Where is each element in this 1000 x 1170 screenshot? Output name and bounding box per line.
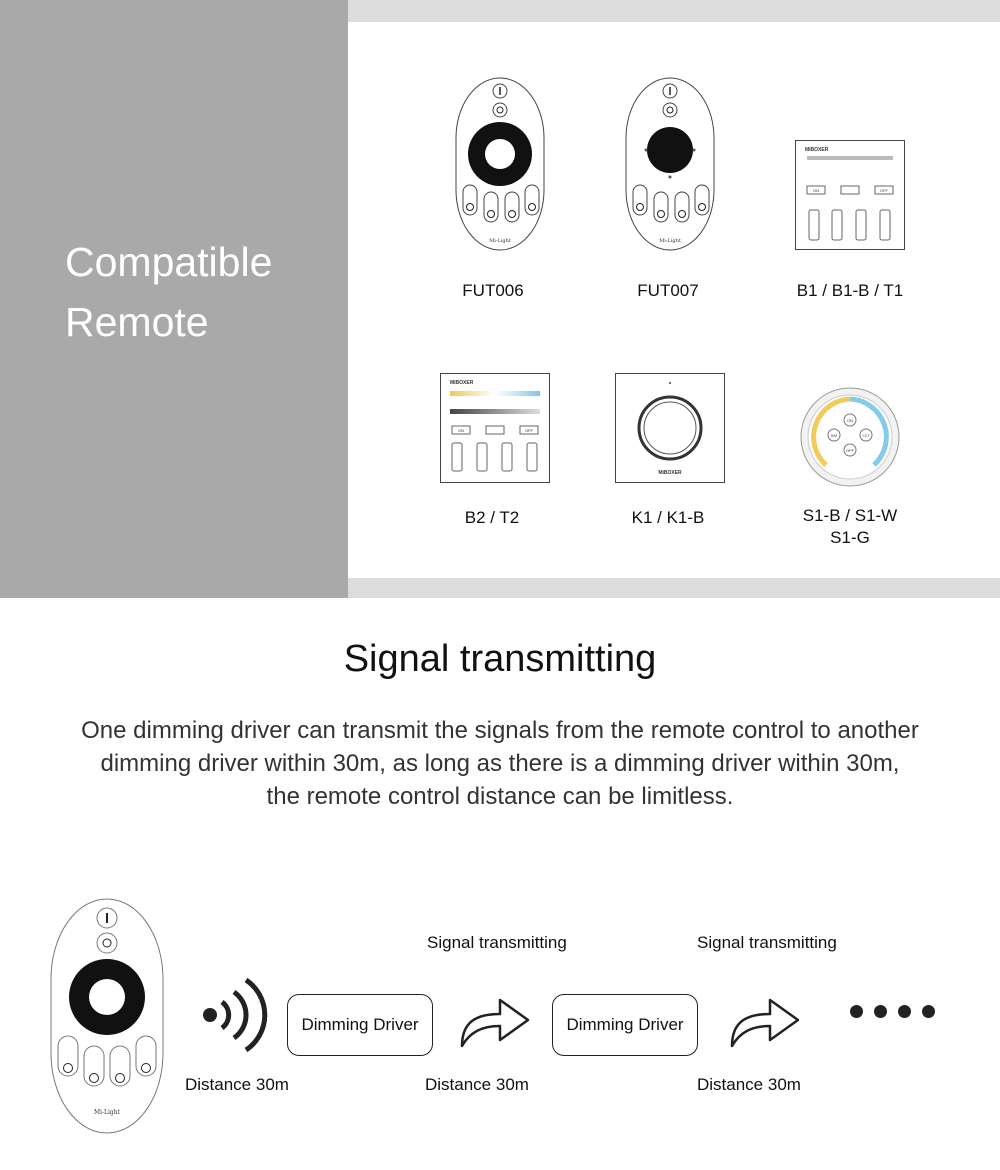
dimming-driver-box-1: Dimming Driver [287, 994, 433, 1056]
svg-text:MiBOXER: MiBOXER [658, 470, 682, 476]
dot-icon [874, 1005, 887, 1018]
signal-transmitting-label-1: Signal transmitting [427, 933, 567, 952]
distance-label-1: Distance 30m [185, 1075, 289, 1094]
fut006-remote-image [455, 77, 545, 257]
forward-arrow-icon [458, 990, 532, 1055]
signal-transmitting-label-2: Signal transmitting [697, 933, 837, 952]
svg-text:Mi-Light: Mi-Light [659, 238, 681, 244]
dot-icon [922, 1005, 935, 1018]
dimming-driver-box-2: Dimming Driver [552, 994, 698, 1056]
transmitter-remote-image [50, 898, 165, 1141]
remote-caption-s1: S1-B / S1-W S1-G [802, 506, 898, 547]
wireless-signal-icon [198, 972, 268, 1063]
svg-text:ON: ON [813, 188, 819, 193]
svg-text:Mi-Light: Mi-Light [93, 1109, 121, 1116]
remote-caption-b2: B2 / T2 [464, 508, 520, 527]
remote-caption-fut007: FUT007 [637, 281, 699, 300]
svg-text:OFF: OFF [846, 448, 854, 453]
compatible-title-panel [0, 0, 348, 598]
svg-text:MiBOXER: MiBOXER [805, 147, 829, 153]
svg-text:Mi-Light: Mi-Light [489, 238, 511, 244]
signal-title: Signal transmitting [343, 638, 657, 680]
s1-remote-image [800, 387, 900, 492]
continuation-dots [850, 1005, 935, 1018]
signal-description: One dimming driver can transmit the signals from the remote control to another dimming driver within 30m, as long as there is a dimming driver within 30m, the remote control distance can be limitless. [81, 717, 919, 810]
distance-label-3: Distance 30m [697, 1075, 801, 1094]
svg-text:ON: ON [847, 418, 853, 423]
k1-panel-image [615, 373, 725, 488]
svg-text:S/M: S/M [830, 434, 838, 438]
svg-text:OFF: OFF [525, 428, 533, 433]
svg-text:MiBOXER: MiBOXER [450, 380, 474, 386]
fut007-remote-image [625, 77, 715, 257]
svg-text:OFF: OFF [880, 188, 888, 193]
forward-arrow-icon [728, 990, 802, 1055]
remote-caption-fut006: FUT006 [462, 281, 524, 300]
distance-label-2: Distance 30m [425, 1075, 529, 1094]
dot-icon [898, 1005, 911, 1018]
b1-panel-image [795, 140, 905, 255]
remote-caption-k1: K1 / K1-B [631, 508, 705, 527]
svg-text:ON: ON [458, 428, 464, 433]
compatible-title: Compatible Remote [65, 239, 273, 345]
svg-text:CCT: CCT [862, 434, 870, 438]
dot-icon [850, 1005, 863, 1018]
b2-panel-image [440, 373, 550, 488]
remote-caption-b1: B1 / B1-B / T1 [796, 281, 904, 300]
